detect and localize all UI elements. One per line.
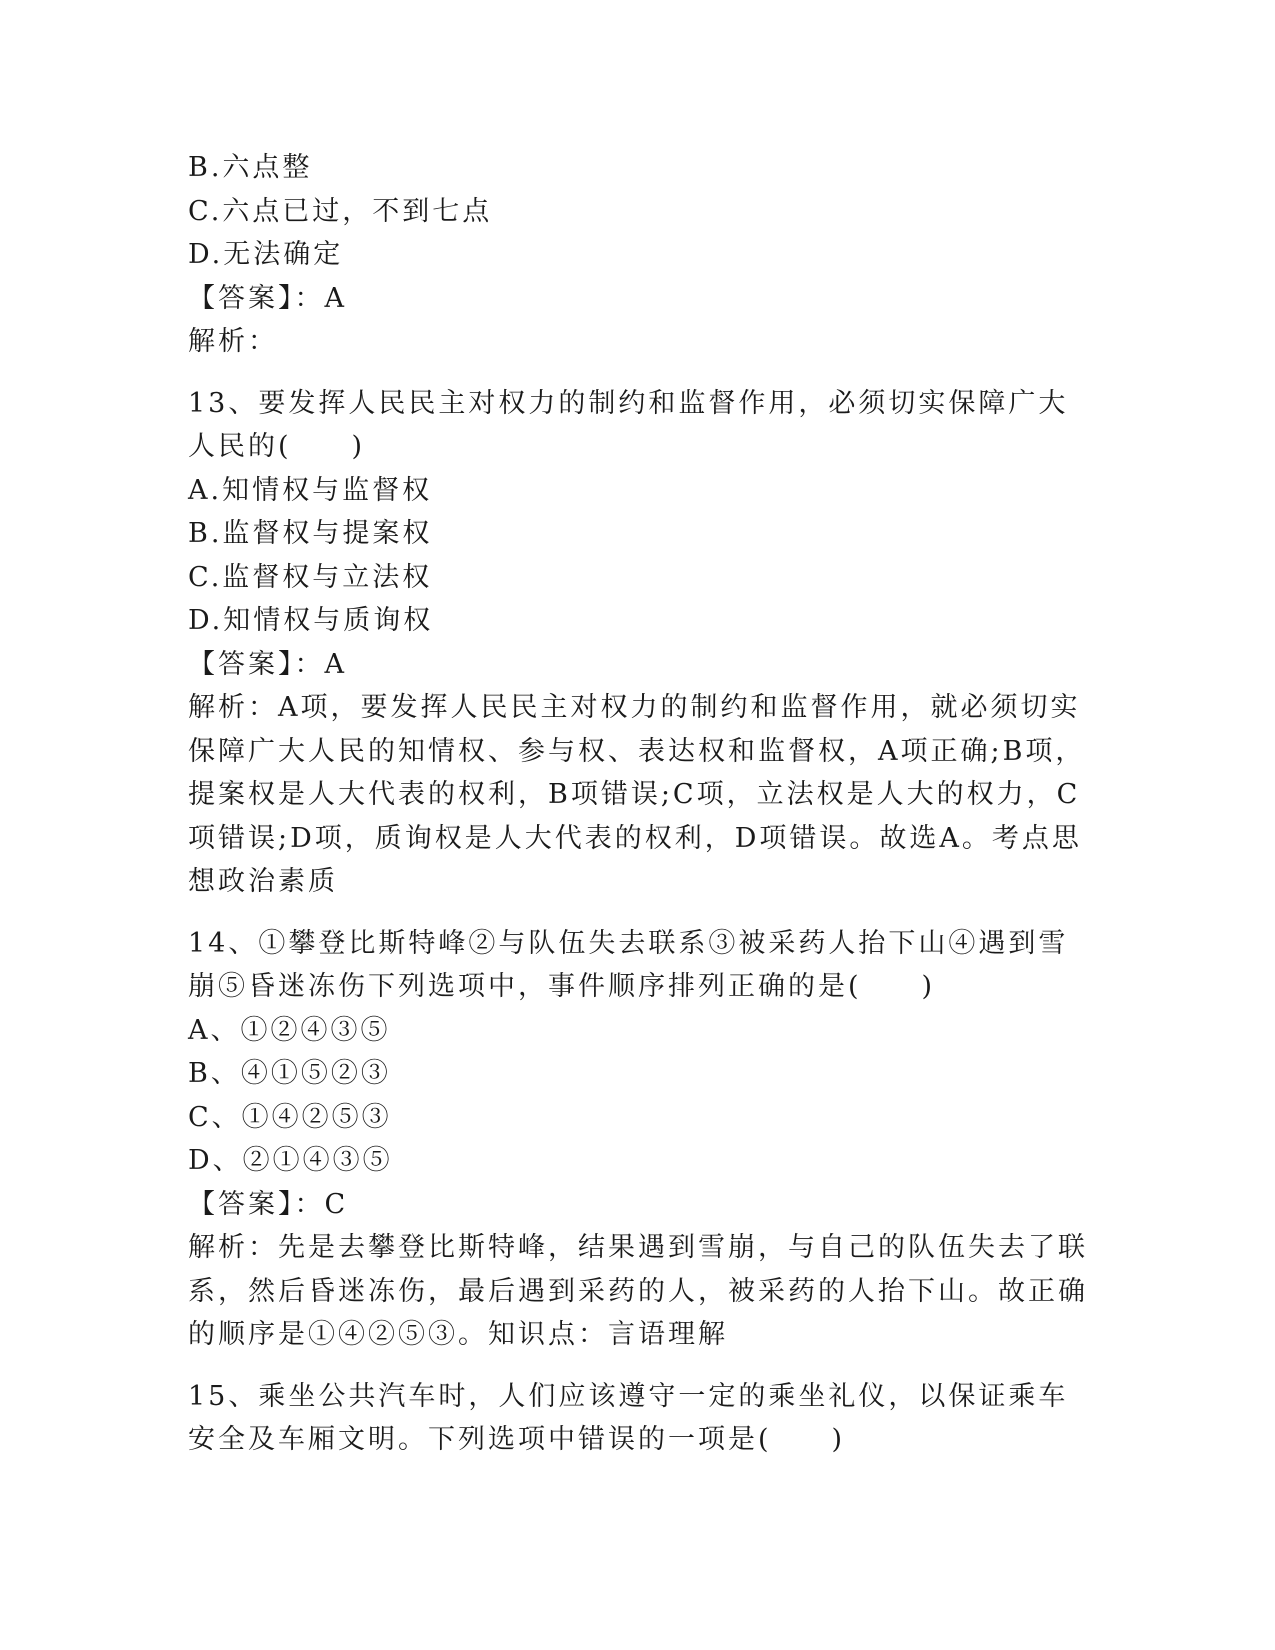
analysis-line: 解析： [188,326,278,357]
option-b: B.监督权与提案权 [188,518,433,549]
option-c: C.监督权与立法权 [188,561,433,593]
option-d: D、②①④③⑤ [188,1145,393,1176]
option-a: A、①②④③⑤ [188,1014,391,1046]
answer-line: 【答案】：A [188,282,347,314]
analysis-text: 解析：A项，要发挥人民民主对权力的制约和监督作用，就必须切实保障广大人民的知情权、参与权、表达权和监督权，A项正确;B项，提案权是人大代表的权利，B项错误;C项，立法权是人大的权力，C项错误;D项，质询权是人大代表的权利，D项错误。故选A。考点思想政治素质 [188,692,1086,897]
option-b: B.六点整 [188,152,313,183]
question-14-text: 14、①攀登比斯特峰②与队伍失去联系③被采药人抬下山④遇到雪崩⑤昏迷冻伤下列选项中，事件顺序排列正确的是( ) [188,927,1069,1002]
option-c: C.六点已过，不到七点 [188,195,493,227]
question-13-text: 13、要发挥人民民主对权力的制约和监督作用，必须切实保障广大人民的( ) [188,387,1069,462]
answer-line: 【答案】：A [188,648,347,680]
prev-question-block [188,146,1093,364]
analysis-text: 解析：先是去攀登比斯特峰，结果遇到雪崩，与自己的队伍失去了联系，然后昏迷冻伤，最后遇到采药的人，被采药的人抬下山。故正确的顺序是①④②⑤③。知识点：言语理解 [188,1232,1088,1350]
option-c: C、①④②⑤③ [188,1101,392,1133]
question-15-text: 15、乘坐公共汽车时，人们应该遵守一定的乘坐礼仪，以保证乘车安全及车厢文明。下列选项中错误的一项是( ) [188,1380,1069,1455]
document-page [188,146,1093,1462]
option-a: A.知情权与监督权 [188,474,433,506]
question-14-block [188,922,1093,1357]
option-d: D.无法确定 [188,239,344,270]
option-b: B、④①⑤②③ [188,1058,391,1089]
option-d: D.知情权与质询权 [188,605,434,636]
question-13-block [188,382,1093,904]
answer-line: 【答案】：C [188,1188,349,1220]
question-15-block [188,1375,1093,1462]
